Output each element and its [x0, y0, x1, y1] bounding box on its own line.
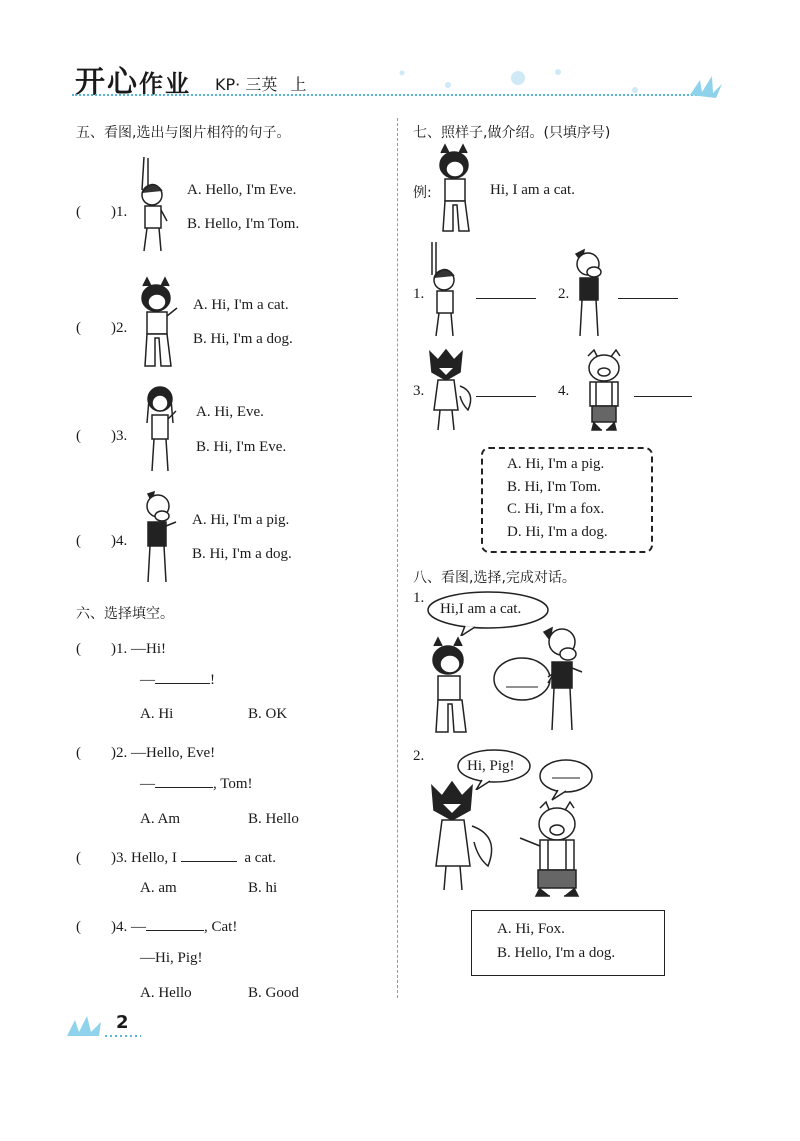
- subtitle-kp: KP·: [215, 75, 241, 94]
- q4-end: , Cat!: [204, 919, 238, 935]
- column-divider: [397, 118, 398, 998]
- page-number: 2: [116, 1012, 129, 1033]
- s7-example-label: 例:: [413, 185, 432, 201]
- s6-q4-option-a: A. Hello: [140, 985, 192, 1001]
- q3-end: a cat.: [244, 850, 276, 866]
- pig-dialog-image: [512, 800, 592, 898]
- reply-end: , Tom!: [213, 776, 253, 792]
- s6-q4: [76, 915, 237, 936]
- s6-q2: ( )2. —Hello, Eve!: [76, 745, 216, 761]
- s7-option-a: A. Hi, I'm a pig.: [507, 456, 605, 472]
- s6-q4-reply: —Hi, Pig!: [140, 950, 203, 966]
- s6-q2-option-b: B. Hello: [248, 811, 299, 827]
- s6-q1: ( )1. —Hi!: [76, 641, 166, 657]
- s5-item1-option-a: A. Hello, I'm Eve.: [187, 182, 297, 198]
- s7-n3: 3.: [413, 383, 425, 399]
- title-rest: 作业: [139, 70, 191, 98]
- answer-blank[interactable]: [155, 683, 210, 684]
- s6-q1-reply: [140, 672, 215, 689]
- boy-waving-image: [134, 155, 176, 255]
- title-char-1: 开: [75, 65, 107, 100]
- q4-stem: ( )4. —: [76, 919, 146, 935]
- cat-girl-image: [135, 276, 185, 371]
- s5-item1-label: ( )1.: [76, 204, 128, 220]
- s7-answer-2[interactable]: [618, 298, 678, 299]
- s7-example-text: Hi, I am a cat.: [490, 182, 575, 198]
- s8-option-a: A. Hi, Fox.: [497, 921, 565, 937]
- fox-dialog-image: [426, 776, 504, 894]
- s6-q3: [76, 846, 276, 867]
- s7-option-b: B. Hi, I'm Tom.: [507, 479, 601, 495]
- title-char-2: 心: [107, 65, 139, 100]
- reply-end: !: [210, 672, 215, 688]
- footer-grass-decoration: [65, 1012, 145, 1040]
- s7-option-d: D. Hi, I'm a dog.: [507, 524, 608, 540]
- q3-stem: ( )3. Hello, I: [76, 850, 177, 866]
- cat-girl-example-image: [435, 143, 480, 235]
- cat-girl-dialog-image: [428, 636, 478, 736]
- answer-blank[interactable]: [181, 861, 237, 862]
- s5-item2-option-b: B. Hi, I'm a dog.: [193, 331, 293, 347]
- header-subtitle: [215, 72, 306, 95]
- s5-item2-option-a: A. Hi, I'm a cat.: [193, 297, 289, 313]
- s7-n4: 4.: [558, 383, 570, 399]
- s8-options-box: [471, 910, 665, 976]
- s5-item1-option-b: B. Hello, I'm Tom.: [187, 216, 300, 232]
- speech-bubble-empty-2: [538, 758, 594, 802]
- answer-blank[interactable]: [146, 930, 204, 931]
- dash: —: [140, 776, 155, 792]
- s7-answer-3[interactable]: [476, 396, 536, 397]
- s6-q3-option-b: B. hi: [248, 880, 278, 896]
- dog-dialog-image: [542, 624, 592, 734]
- s5-item3-label: ( )3.: [76, 428, 128, 444]
- s6-q2-reply: [140, 776, 253, 793]
- s6-q1-option-b: B. OK: [248, 706, 288, 722]
- s6-q4-option-b: B. Good: [248, 985, 299, 1001]
- s8-n1: 1.: [413, 590, 425, 606]
- header-bubbles-decoration: [390, 60, 730, 105]
- s8-option-b: B. Hello, I'm a dog.: [497, 945, 616, 961]
- dash: —: [140, 672, 155, 688]
- section7-title: 七、照样子,做介绍。(只填序号): [413, 125, 611, 141]
- subtitle-term: 上: [290, 75, 307, 94]
- section6-title: 六、选择填空。: [76, 606, 174, 622]
- s5-item3-option-b: B. Hi, I'm Eve.: [196, 439, 287, 455]
- s5-item4-label: ( )4.: [76, 533, 128, 549]
- dog-image-2: [570, 248, 615, 338]
- s7-option-c: C. Hi, I'm a fox.: [507, 501, 605, 517]
- s5-item4-option-b: B. Hi, I'm a dog.: [192, 546, 292, 562]
- s8-n2: 2.: [413, 748, 425, 764]
- s7-n2: 2.: [558, 286, 570, 302]
- s8-bubble2-text: Hi, Pig!: [467, 758, 515, 774]
- section8-title: 八、看图,选择,完成对话。: [413, 570, 576, 586]
- s5-item3-option-a: A. Hi, Eve.: [196, 404, 264, 420]
- s7-answer-1[interactable]: [476, 298, 536, 299]
- s5-item4-option-a: A. Hi, I'm a pig.: [192, 512, 290, 528]
- fox-image: [426, 346, 478, 434]
- s5-item2-label: ( )2.: [76, 320, 128, 336]
- s8-bubble1-text: Hi,I am a cat.: [440, 601, 522, 617]
- answer-blank[interactable]: [155, 787, 213, 788]
- s7-answer-4[interactable]: [634, 396, 692, 397]
- s7-n1: 1.: [413, 286, 425, 302]
- boy-waving-image-2: [426, 240, 468, 340]
- girl-eve-image: [142, 385, 187, 475]
- subtitle-grade: 三英: [245, 75, 278, 94]
- s6-q3-option-a: A. am: [140, 880, 177, 896]
- pig-image: [580, 348, 630, 432]
- dog-image: [140, 490, 185, 585]
- s6-q1-option-a: A. Hi: [140, 706, 174, 722]
- s6-q2-option-a: A. Am: [140, 811, 181, 827]
- section5-title: 五、看图,选出与图片相符的句子。: [76, 125, 291, 141]
